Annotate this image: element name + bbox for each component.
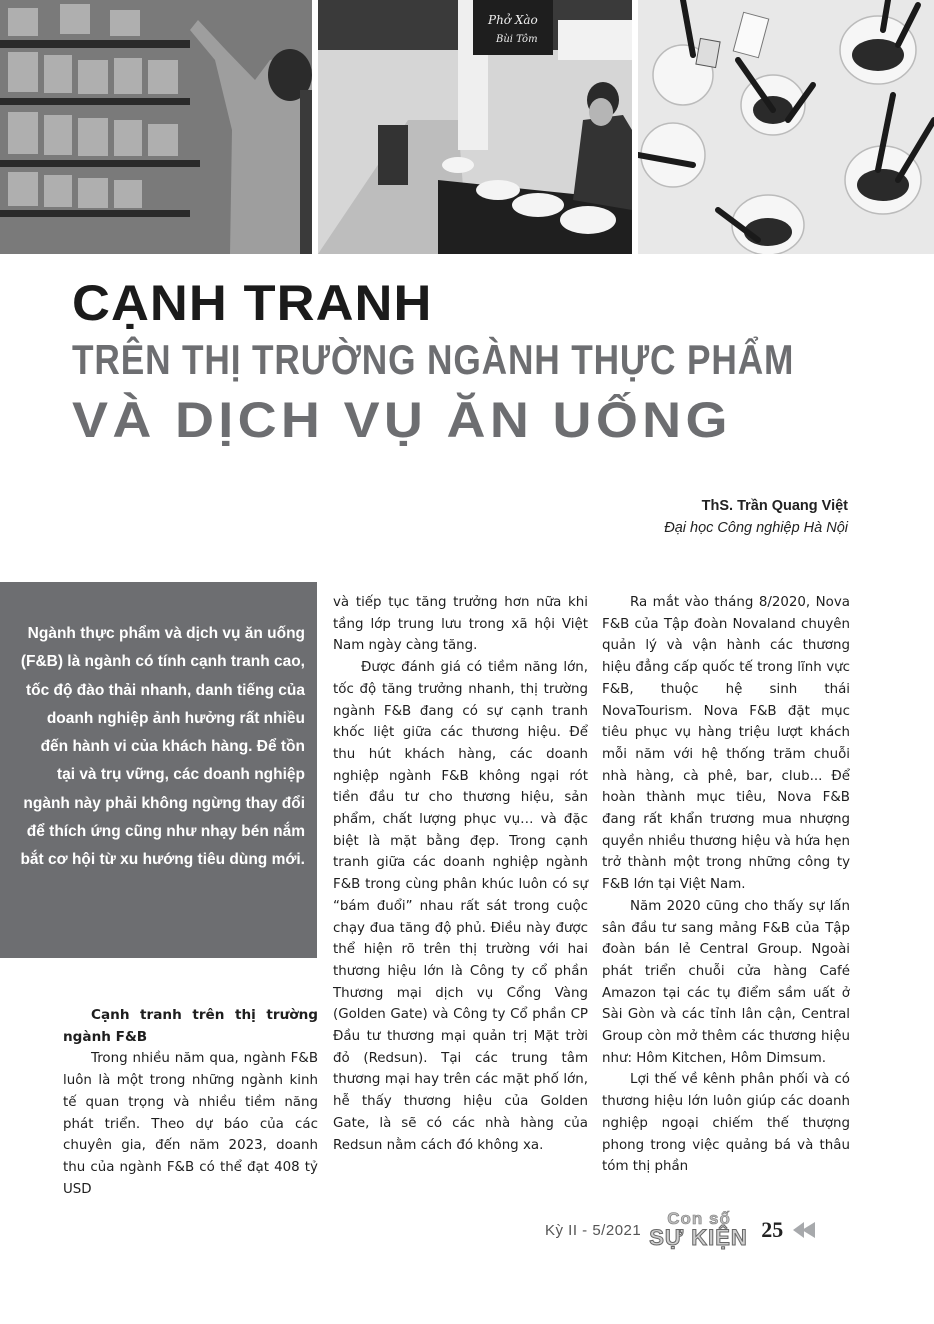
title-line-1: CẠNH TRANH bbox=[72, 275, 433, 331]
paragraph: Được đánh giá có tiềm năng lớn, tốc độ tăng trưởng nhanh, thị trường ngành F&B đang có sự cạnh tranh khốc liệt giữa các thương hiệu. Để thu hút khách hàng, các doanh nghiệp ngành F&B không ngại rót tiền đầu tư cho thương hiệu, sản phẩm, chất lượng phục vụ… và đặc biệt là mặt bằng đẹp. Trong cạnh tranh giữa các doanh nghiệp ngành F&B trong cùng phân khúc luôn có sự “bám đuổi” nhau rất sát trong cuộc chạy đua tăng độ phủ. Điều này được thể hiện rõ trên thị trường với hai thương hiệu lớn là Công ty cổ phần Thương mại dịch vụ Cổng Vàng (Golden Gate) và Công ty Cổ phần CP Đầu tư thương mại quản trị Mặt trời đỏ (Redsun). Tại các trung tâm thương mại hay trên các mặt phố lớn, hễ thấy thương hiệu của Golden Gate, là sẽ có các nhà hàng của Redsun nằm cách đó không xa. bbox=[333, 660, 588, 1153]
paragraph: Trong nhiều năm qua, ngành F&B luôn là một trong những ngành kinh tế quan trọng và nhiều tiềm năng phát triển. Theo dự báo của các chuyên gia, đến năm 2023, doanh thu của ngành F&B có thể đạt 408 tỷ USD bbox=[63, 1051, 318, 1197]
header-photo-strip bbox=[0, 0, 934, 254]
lead-summary-box bbox=[0, 582, 317, 958]
svg-text:Bùi Tôm: Bùi Tôm bbox=[496, 34, 538, 45]
logo-top-text: Con số bbox=[667, 1209, 731, 1228]
lead-summary-text: Ngành thực phẩm và dịch vụ ăn uống (F&B) là ngành có tính cạnh tranh cao, tốc độ đào thải nhanh, danh tiếng của doanh nghiệp ảnh hưởng rất nhiều đến hành vi của khách hàng. Để tồn tại và trụ vững, các doanh nghiệp ngành này phải không ngừng thay đổi để thích ứng cũng như nhạy bén nắm bắt cơ hội từ xu hướng tiêu dùng mới. bbox=[20, 625, 305, 869]
supermarket-shelves-photo bbox=[0, 0, 312, 254]
byline bbox=[664, 495, 848, 539]
author-name: ThS. Trần Quang Việt bbox=[701, 498, 848, 514]
issue-label: Kỳ II - 5/2021 bbox=[545, 1221, 642, 1239]
magazine-logo bbox=[649, 1211, 751, 1249]
title-line-3: VÀ DỊCH VỤ ĂN UỐNG bbox=[72, 392, 732, 448]
page-footer bbox=[545, 1210, 865, 1250]
article-title bbox=[72, 274, 932, 452]
section-heading: Cạnh tranh trên thị trường ngành F&B bbox=[63, 1007, 318, 1045]
title-line-2: TRÊN THỊ TRƯỜNG NGÀNH THỰC PHẨM bbox=[72, 336, 795, 383]
paragraph: Ra mắt vào tháng 8/2020, Nova F&B của Tập đoàn Novaland chuyên quản lý và vận hành các thương hiệu đẳng cấp quốc tế trong lĩnh vực F&B, thuộc hệ sinh thái NovaTourism. Nova F&B đặt mục tiêu phục vụ hàng triệu lượt khách mỗi năm với hệ thống trăm chuỗi nhà hàng, cà phê, bar, club... Để hoàn thành mục tiêu, Nova F&B đang rất khẩn trương mua nhượng quyền nhiều thương hiệu và hứa hẹn trở thành một trong những công ty F&B lớn tại Việt Nam. bbox=[602, 595, 850, 893]
logo-bottom-text: SỰ KIỆN bbox=[649, 1225, 748, 1250]
svg-text:Phở Xào: Phở Xào bbox=[488, 13, 538, 27]
author-organization: Đại học Công nghiệp Hà Nội bbox=[664, 520, 848, 536]
body-column-2 bbox=[333, 592, 588, 1156]
paragraph: Năm 2020 cũng cho thấy sự lấn sân đầu tư sang mảng F&B của Tập đoàn bán lẻ Central Group. Ngoài phát triển chuỗi cửa hàng Café Amazon tại các tụ điểm sầm uất ở Sài Gòn và các tỉnh lân cận, Central Group còn mở thêm các thương hiệu như: Hôm Kitchen, Hôm Dimsum. bbox=[602, 898, 850, 1066]
paragraph: và tiếp tục tăng trưởng hơn nữa khi tầng lớp trung lưu trong xã hội Việt Nam ngày càng tăng. bbox=[333, 595, 588, 654]
body-column-1 bbox=[63, 1005, 318, 1200]
page-number: 25 bbox=[761, 1217, 784, 1242]
double-left-arrow-icon bbox=[793, 1222, 815, 1238]
body-column-3 bbox=[602, 592, 850, 1178]
paragraph: Lợi thế về kênh phân phối và có thương hiệu lớn luôn giúp các doanh nghiệp ngoại chiếm thế thượng phong trong việc quảng bá và thâu tóm thị phần bbox=[602, 1072, 850, 1175]
food-court-photo bbox=[318, 0, 632, 254]
bubble-tea-photo bbox=[638, 0, 934, 254]
